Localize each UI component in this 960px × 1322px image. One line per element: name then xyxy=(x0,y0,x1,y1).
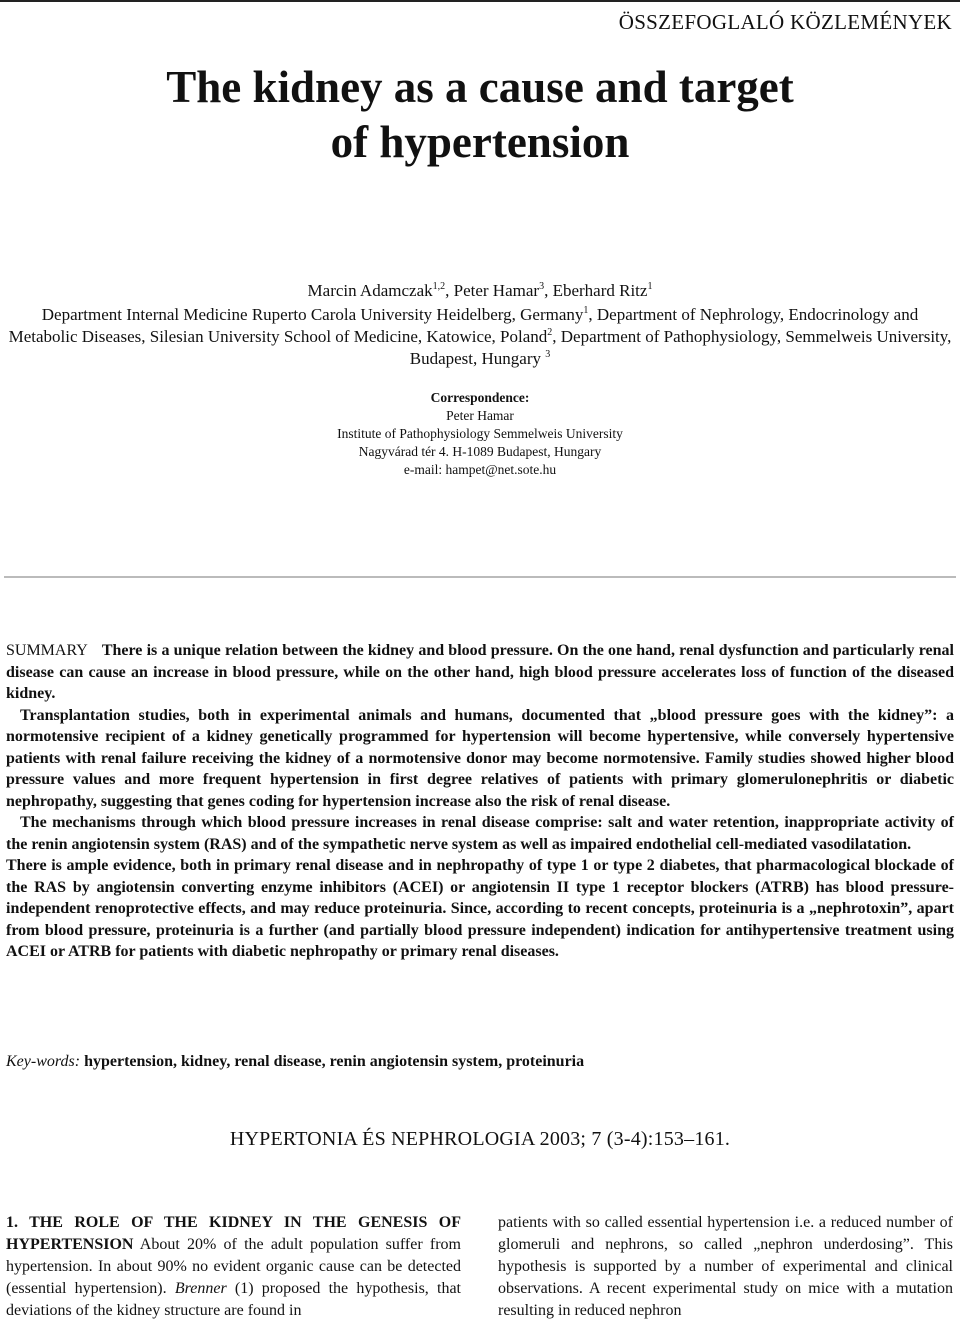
summary-paragraph xyxy=(6,640,954,705)
summary-paragraph: Transplantation studies, both in experimental animals and humans, documented that „blood pressure goes with the kidney”: a normotensive recipient of a kidney genetically programmed for hypertension will become hypertensive, while conversely hypertensive patients with renal failure receiving the kidney of a normotensive donor may become normotensive. Family studies showed higher blood pressure values and more frequent hypertension in first degree relatives of patients with primary glomerulonephritis or diabetic nephropathy, suggesting that genes coding for hypertension increase also the risk of renal disease. xyxy=(6,706,954,810)
keywords xyxy=(6,1053,584,1071)
author-name: , Eberhard Ritz xyxy=(544,281,648,300)
title-line-1: The kidney as a cause and target xyxy=(166,62,794,112)
title-line-2: of hypertension xyxy=(330,117,630,167)
article-title xyxy=(0,60,960,170)
keywords-label: Key-words: xyxy=(6,1053,81,1070)
correspondence-address: Nagyvárad tér 4. H-1089 Budapest, Hungary xyxy=(358,444,602,459)
affiliation-text: Department Internal Medicine Ruperto Carola University Heidelberg, Germany xyxy=(41,305,584,324)
affiliation-mark: 2 xyxy=(547,327,553,338)
divider xyxy=(4,576,956,578)
author-affiliation-mark: 3 xyxy=(539,281,545,292)
top-rule xyxy=(0,0,960,2)
summary-paragraph: There is ample evidence, both in primary renal disease and in nephropathy of type 1 or type 2 diabetes, that pharmacological blockade of the RAS by angiotensin converting enzyme inhibitors (ACEI) or angiotensin II type 1 receptor blockers (ATRB) has blood pressure-independent renoprotective effects, and may reduce proteinuria. Since, according to recent concepts, proteinuria is a „nephrotoxin”, apart from blood pressure, proteinuria is a further (and partially blood pressure independent) indication for antihypertensive treatment using ACEI or ATRB for patients with diabetic nephropathy or primary renal diseases. xyxy=(6,857,954,960)
cited-author: Brenner xyxy=(174,1280,227,1297)
author-list xyxy=(0,280,960,302)
affiliations xyxy=(6,304,954,370)
journal-citation: HYPERTONIA ÉS NEPHROLOGIA 2003; 7 (3-4):153–161. xyxy=(229,1128,731,1150)
section-heading: 1. THE ROLE OF THE KIDNEY IN THE GENESIS OF HYPERTENSION xyxy=(6,1214,461,1253)
body-text: (1) proposed the hypothesis, that deviations of the kidney structure are found in xyxy=(6,1280,462,1319)
body-paragraph: patients with so called essential hypertension i.e. a reduced number of glomeruli and nephrons, so called „nephron underdosing”. This hypothesis is supported by a number of experimental and clinical observations. A recent experimental study on mice with a mutation resulting in reduced nephron xyxy=(498,1214,953,1319)
summary-text: There is a unique relation between the kidney and blood pressure. On the one hand, renal dysfunction and particularly renal disease can cause an increase in blood pressure, while on the other hand, high blood pressure accelerates loss of function of the diseased kidney. xyxy=(6,642,954,702)
body-column-right xyxy=(498,1212,953,1322)
section-label: ÖSSZEFOGLALÓ KÖZLEMÉNYEK xyxy=(618,10,952,34)
correspondence-block xyxy=(0,389,960,479)
summary-paragraph: The mechanisms through which blood pressure increases in renal disease comprise: salt and water retention, inappropriate activity of the renin angiotensin system (RAS) and of the sympathetic nerve system as well as impaired endothelial cell-mediated vasodilatation. xyxy=(6,814,954,853)
body-paragraph xyxy=(6,1212,461,1322)
author-name: , Peter Hamar xyxy=(445,281,540,300)
correspondence-heading: Correspondence: xyxy=(430,390,530,405)
body-text: About 20% of the adult population suffer from hypertension. In about 90% no evident organic cause can be detected (essential hypertension). xyxy=(6,1236,461,1297)
affiliation-mark: 1 xyxy=(583,305,589,316)
author-affiliation-mark: 1 xyxy=(647,281,653,292)
correspondence-institute: Institute of Pathophysiology Semmelweis University xyxy=(337,426,623,441)
affiliation-text: , Department of Nephrology, Endocrinology and Metabolic Diseases, Silesian University School of Medicine, Katowice, Poland xyxy=(8,305,919,346)
summary-label: SUMMARY xyxy=(6,642,88,659)
keywords-value: hypertension, kidney, renal disease, renin angiotensin system, proteinuria xyxy=(84,1053,585,1070)
correspondence-name: Peter Hamar xyxy=(446,408,514,423)
affiliation-mark: 3 xyxy=(545,349,551,360)
summary-block xyxy=(6,640,954,963)
author-name: Marcin Adamczak xyxy=(307,281,433,300)
affiliation-text: , Department of Pathophysiology, Semmelweis University, Budapest, Hungary xyxy=(409,327,952,368)
author-affiliation-mark: 1,2 xyxy=(432,281,446,292)
body-column-left xyxy=(6,1212,461,1322)
correspondence-email: e-mail: hampet@net.sote.hu xyxy=(403,462,557,477)
